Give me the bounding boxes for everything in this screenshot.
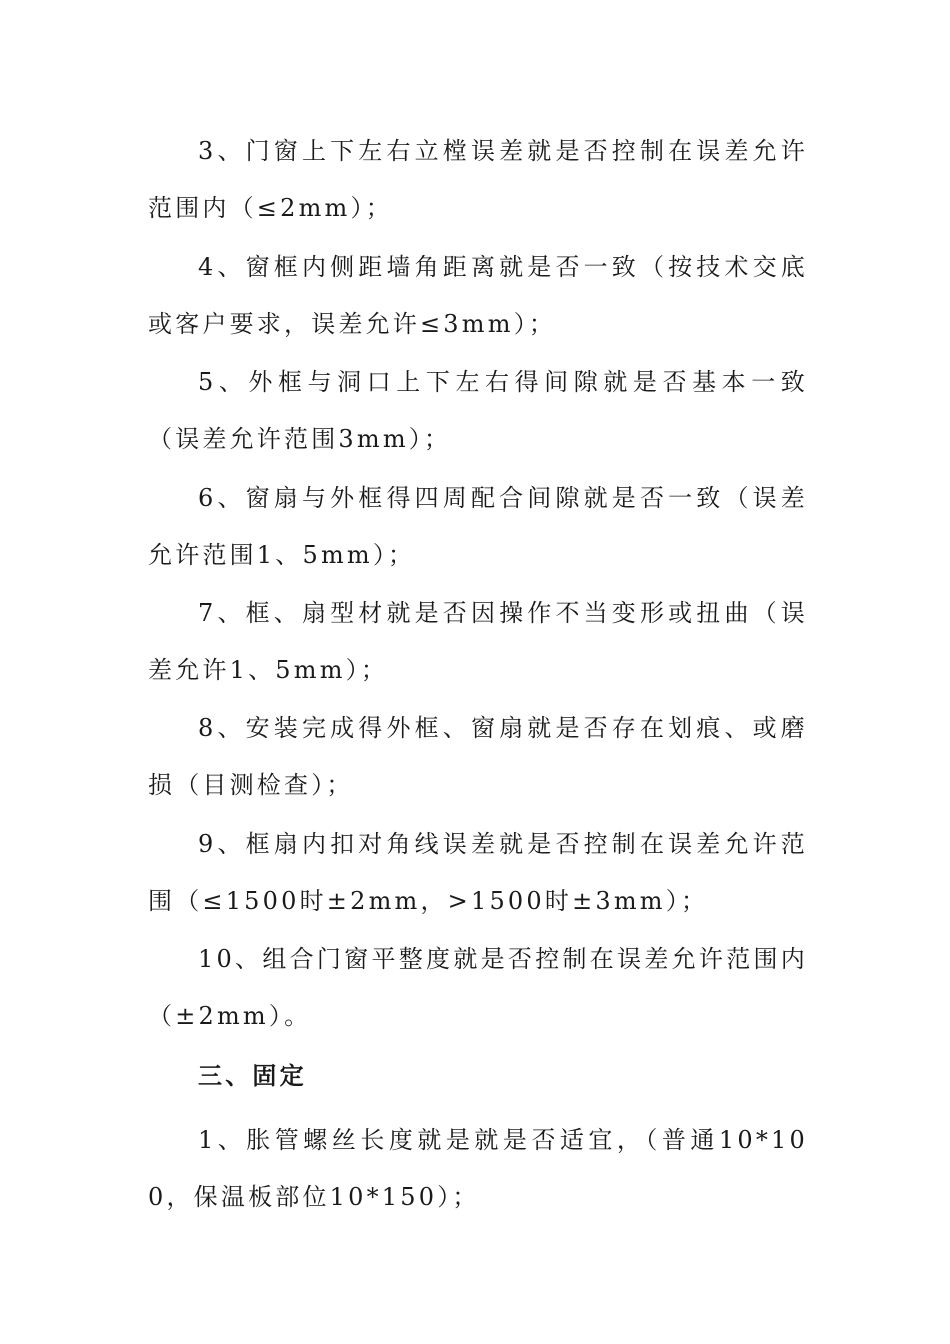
fixing-item-1: 1、胀管螺丝长度就是就是否适宜，（普通10*100，保温板部位10*150）； xyxy=(148,1126,808,1211)
inspection-item-10: 10、组合门窗平整度就是否控制在误差允许范围内（±2mm）。 xyxy=(148,945,808,1030)
section-heading: 三、固定 xyxy=(198,1061,307,1090)
inspection-item-4: 4、窗框内侧距墙角距离就是否一致（按技术交底或客户要求，误差允许≤3mm）； xyxy=(148,253,808,338)
inspection-item-9: 9、框扇内扣对角线误差就是否控制在误差允许范围（≤1500时±2mm，>1500时±3mm）； xyxy=(148,830,808,915)
inspection-item-3: 3、门窗上下左右立樘误差就是否控制在误差允许范围内（≤2mm）； xyxy=(148,137,808,222)
inspection-item-6: 6、窗扇与外框得四周配合间隙就是否一致（误差允许范围1、5mm）； xyxy=(148,484,808,569)
inspection-item-8: 8、安装完成得外框、窗扇就是否存在划痕、或磨损（目测检查）； xyxy=(148,714,808,799)
inspection-item-7: 7、框、扇型材就是否因操作不当变形或扭曲（误差允许1、5mm）； xyxy=(148,599,808,684)
inspection-item-5: 5、外框与洞口上下左右得间隙就是否基本一致（误差允许范围3mm）； xyxy=(148,368,808,453)
